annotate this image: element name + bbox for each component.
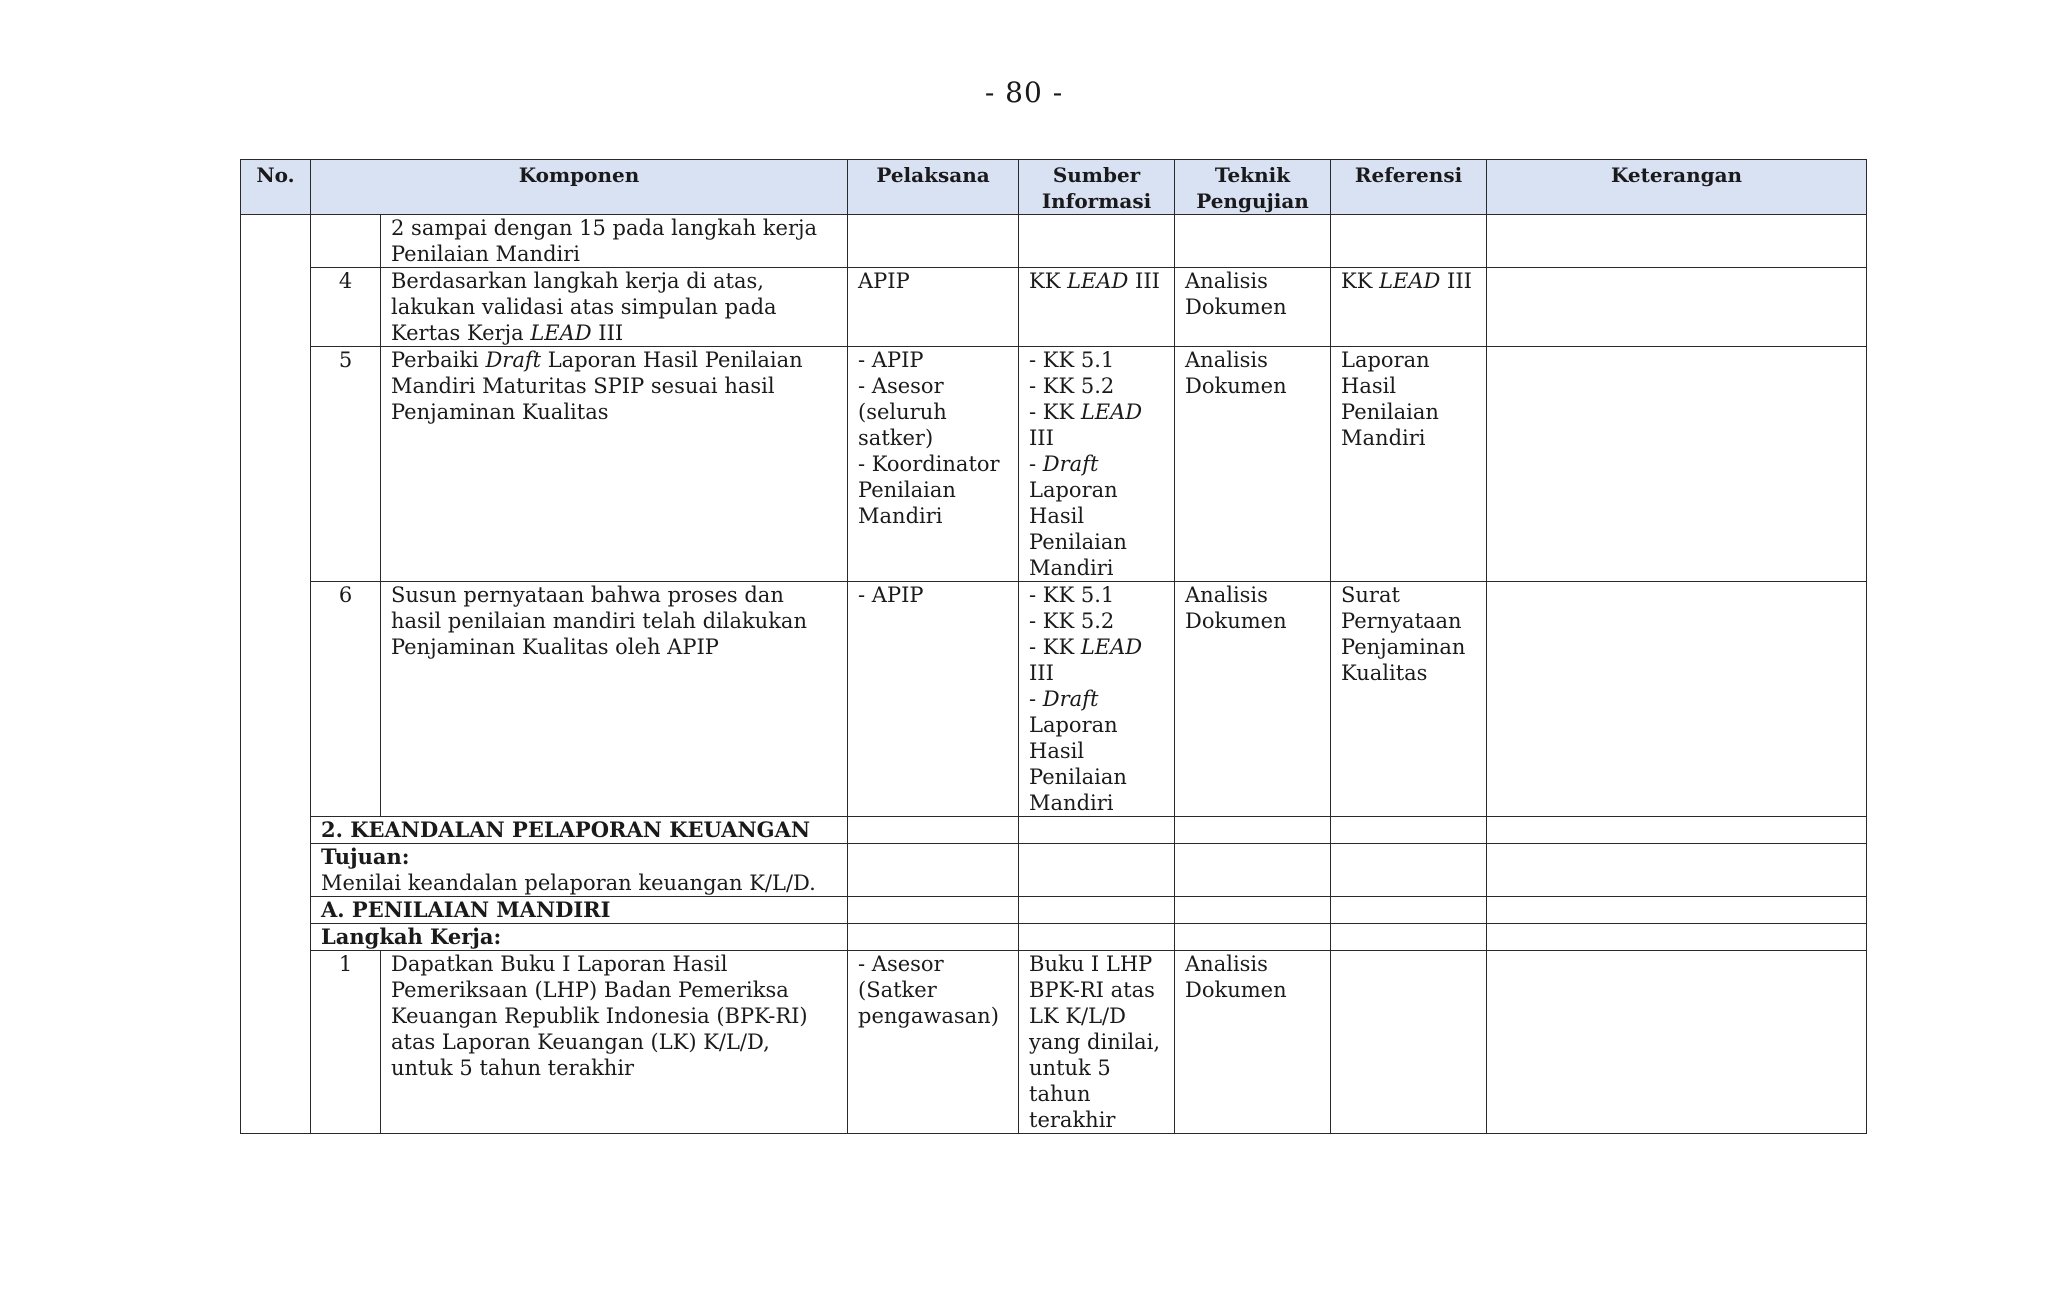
table-row [241, 582, 1867, 817]
teknik-cell: Analisis Dokumen [1175, 347, 1331, 582]
pelaksana-cell: - APIP - Asesor (seluruh satker) - Koordinator Penilaian Mandiri [848, 347, 1019, 582]
table-row [241, 215, 1867, 268]
teknik-cell: Analisis Dokumen [1175, 268, 1331, 347]
referensi-cell: KK LEAD III [1331, 268, 1487, 347]
num-cell: 5 [311, 347, 381, 582]
num-cell: 6 [311, 582, 381, 817]
header-pelaksana: Pelaksana [848, 160, 1019, 215]
keterangan-cell [1487, 582, 1867, 817]
sumber-cell: Buku I LHP BPK-RI atas LK K/L/D yang dinilai, untuk 5 tahun terakhir [1019, 951, 1175, 1134]
sumber-cell: - KK 5.1 - KK 5.2 - KK LEAD III - Draft Laporan Hasil Penilaian Mandiri [1019, 582, 1175, 817]
table-row [241, 347, 1867, 582]
header-referensi: Referensi [1331, 160, 1487, 215]
keterangan-cell [1487, 347, 1867, 582]
section-row [241, 817, 1867, 844]
section-subtitle: A. PENILAIAN MANDIRI [311, 897, 848, 924]
header-keterangan: Keterangan [1487, 160, 1867, 215]
komponen-cell: Dapatkan Buku I Laporan Hasil Pemeriksaan (LHP) Badan Pemeriksa Keuangan Republik Indonesia (BPK-RI) atas Laporan Keuangan (LK) K/L/D, untuk 5 tahun terakhir [381, 951, 848, 1134]
komponen-cell: 2 sampai dengan 15 pada langkah kerja Penilaian Mandiri [381, 215, 848, 268]
num-cell: 1 [311, 951, 381, 1134]
referensi-cell [1331, 951, 1487, 1134]
keterangan-cell [1487, 951, 1867, 1134]
pelaksana-cell: APIP [848, 268, 1019, 347]
keterangan-cell [1487, 268, 1867, 347]
sumber-cell: KK LEAD III [1019, 268, 1175, 347]
sumber-cell: - KK 5.1 - KK 5.2 - KK LEAD III - Draft Laporan Hasil Penilaian Mandiri [1019, 347, 1175, 582]
header-sumber-informasi: Sumber Informasi [1019, 160, 1175, 215]
komponen-cell: Susun pernyataan bahwa proses dan hasil penilaian mandiri telah dilakukan Penjaminan Kualitas oleh APIP [381, 582, 848, 817]
tujuan-row [241, 844, 1867, 897]
no-cell [241, 215, 311, 1134]
audit-table [240, 159, 1867, 1134]
referensi-cell: Laporan Hasil Penilaian Mandiri [1331, 347, 1487, 582]
komponen-cell: Perbaiki Draft Laporan Hasil Penilaian Mandiri Maturitas SPIP sesuai hasil Penjaminan Kualitas [381, 347, 848, 582]
teknik-cell: Analisis Dokumen [1175, 582, 1331, 817]
page-number: - 80 - [984, 76, 1064, 109]
header-row [241, 160, 1867, 215]
num-cell: 4 [311, 268, 381, 347]
header-teknik-pengujian: Teknik Pengujian [1175, 160, 1331, 215]
pelaksana-cell: - APIP [848, 582, 1019, 817]
tujuan-cell: Tujuan: Menilai keandalan pelaporan keuangan K/L/D. [311, 844, 848, 897]
header-no: No. [241, 160, 311, 215]
section-row [241, 897, 1867, 924]
referensi-cell: Surat Pernyataan Penjaminan Kualitas [1331, 582, 1487, 817]
table-row [241, 268, 1867, 347]
komponen-cell: Berdasarkan langkah kerja di atas, lakukan validasi atas simpulan pada Kertas Kerja LEAD III [381, 268, 848, 347]
pelaksana-cell: - Asesor (Satker pengawasan) [848, 951, 1019, 1134]
langkah-label: Langkah Kerja: [311, 924, 848, 951]
langkah-row [241, 924, 1867, 951]
teknik-cell: Analisis Dokumen [1175, 951, 1331, 1134]
num-cell [311, 215, 381, 268]
table-row [241, 951, 1867, 1134]
section-title: 2. KEANDALAN PELAPORAN KEUANGAN [311, 817, 848, 844]
header-komponen: Komponen [311, 160, 848, 215]
